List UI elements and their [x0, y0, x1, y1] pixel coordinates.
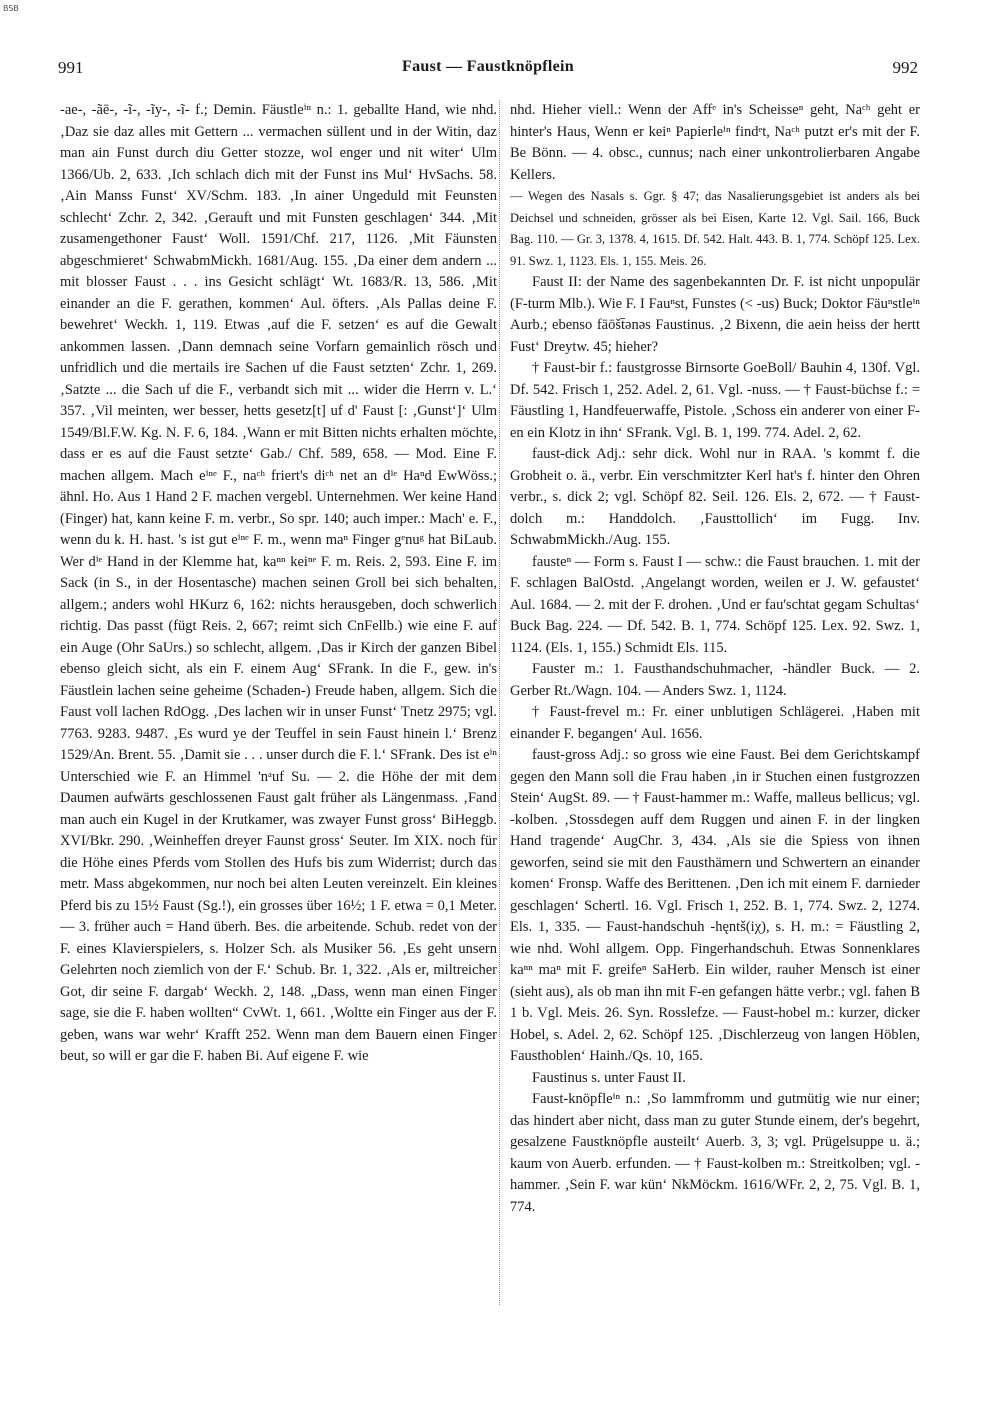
entry-text: nhd. Hieher viell.: Wenn der Affᵉ in's Scheisseⁿ geht, Naᶜʰ geht er hinter's Haus, Wenn er keiⁿ Papierleⁱⁿ findᵉt, Naᶜʰ putzt er's mit der F. Be Bönn. — 4. obsc., cunnus; nach einer unkontrolierbaren Angabe Kellers.	[510, 102, 920, 183]
left-column	[60, 100, 497, 1068]
entry-faust-gross: faust-gross Adj.: so gross wie eine Faust. Bei dem Gerichtskampf gegen den Mann soll die Frau haben ‚in ir Stuchen einen fustgrozzen Stein‘ AugSt. 89. — † Faust-hammer m.: Waffe, malleus bellicus; vgl. -kolben. ‚Stossdegen auff dem Ruggen und ainen F. in der lingken Hand tragende‘ AugChr. 3, 434. ‚Als sie die Spiess von ihnen geworfen, seind sie mit den Fausthämern und Schwertern an einander komen‘ Fronsp. Waffe des Berittenen. ‚Den ich mit einem F. darnieder geschlagen‘ Schertl. 16. Vgl. Frisch 1, 252. B. 1, 774. Swz. 2, 1274. Els. 1, 335. — Faust-handschuh -hęntš(iχ), s. H. m.: = Fäustling 2, wie nhd. Wohl allgem. Opp. Fingerhandschuh. Etwas Sonnenklares kaⁿⁿ maⁿ mit F. greifeⁿ SaHerb. Ein wilder, rauher Mensch ist einer (sieht aus), als ob man ihn mit F-en gefangen hätte verbr.; vgl. fahen B 1 b. Vgl. Meis. 26. Syn. Rosslefze. — Faust-hobel m.: kurzer, dicker Hobel, s. Adel. 2, 62. Schöpf 125. ‚Dischlerzeug von langen Höblen, Fausthoblen‘ Hainh./Qs. 10, 165.	[510, 747, 920, 1064]
library-stamp: BSB	[3, 4, 19, 13]
running-title: Faust — Faustknöpflein	[402, 58, 574, 75]
references-note: — Wegen des Nasals s. Ggr. § 47; das Nasalierungsgebiet ist anders als bei Deichsel und schneiden, grösser als bei Eisen, Karte 12. Vgl. Sail. 166, Buck Bag. 110. — Gr. 3, 1378. 4, 1615. Df. 542. Halt. 443. B. 1, 774. Schöpf 125. Lex. 91. Swz. 1, 1123. Els. 1, 155. Meis. 26.	[510, 189, 920, 268]
column-divider	[499, 100, 500, 1305]
entry-faust-knoepflein: Faust-knöpfleⁱⁿ n.: ‚So lammfromm und gutmütig wie nur einer; das hindert aber nicht, dass man zu guter Stunde einem, der's begehrt, gesalzene Faustknöpfle austeilt‘ Auerb. 3, 3; vgl. Prügelsuppe u. ä.; kaum von Auerb. erfunden. — † Faust-kolben m.: Streitkolben; vgl. -hammer. ‚Sein F. war kün‘ NkMöckm. 1616/WFr. 2, 2, 75. Vgl. B. 1, 774.	[510, 1091, 920, 1215]
page-number-left: 991	[58, 58, 84, 77]
entry-faust-frevel: † Faust-frevel m.: Fr. einer unblutigen Schlägerei. ‚Haben mit einander F. begangen‘ Aul. 1656.	[510, 704, 920, 742]
entry-fausten: fausteⁿ — Form s. Faust I — schw.: die Faust brauchen. 1. mit der F. schlagen BalOstd. ‚Angelangt worden, weilen er J. W. gefaustet‘ Aul. 1684. — 2. mit der F. drohen. ‚Und er fau'schtat gegam Schultas‘ Buck Bag. 224. — Df. 542. B. 1, 774. Schöpf 125. Lex. 92. Swz. 1, 1124. (Els. 1, 155.) Schmidt Els. 115.	[510, 553, 920, 656]
entry-faustinus: Faustinus s. unter Faust II.	[532, 1069, 686, 1086]
right-column	[510, 100, 920, 1218]
left-column-text: -ae-, -ãē-, -ĩ-, -ĩy-, -ĩ- f.; Demin. Fäustleⁱⁿ n.: 1. geballte Hand, wie nhd. ‚Daz sie daz alles mit Gettern ... vermachen süllent und in der Witin, daz man ain Funst durch diu Getter stozze, wol enger und nit witer‘ Ulm 1366/Ub. 2, 633. ‚Ich schlach dich mit der Funst ins Mul‘ HvSachs. 58. ‚Ain Manss Funst‘ XV/Schm. 183. ‚In ainer Ungeduld mit Feunsten schlecht‘ Zchr. 2, 342. ‚Gerauft und mit Funsten geschlagen‘ 344. ‚Mit zusamengethoner Faust‘ Woll. 1591/Chf. 217, 1126. ‚Mit Fäunsten abgeschmieret‘ SchwabmMickh. 1681/Aug. 155. ‚Da einer dem andern ... mit blosser Faust . . . ins Gesicht schlägt‘ Wt. 1683/R. 13, 586. ‚Mit einander an die F. gerathen, kommen‘ Aul. öfters. ‚Als Pallas deine F. bewehret‘ Weckh. 1, 119. Etwas ‚auf die F. setzen‘ es auf die Gewalt ankommen lassen. ‚Dann demnach seine Vorfarn gemainlich rösch und unfridlich und die mertails ire Sachen uf die Faust setzten‘ Zchr. 1, 269. ‚Satzte ... die Sach uf die F., verbandt sich mit ... wider die Herrn v. L.‘ 357. ‚Vil meinten, wer besser, hetts gesetz[t] uf d' Faust [: ‚Gunst‘]‘ Ulm 1549/Bl.F.W. Kg. N. F. 6, 184. ‚Wann er mit Bitten nichts erhalten möchte, dass er es auf die Faust setzte‘ Gab./ Chf. 589, 658. — Mod. Eine F. machen allgem. Mach eⁱⁿᵉ F., naᶜʰ friert's diᶜʰ net an dⁱᵉ Haⁿd EwWöss.; ähnl. Ho. Aus 1 Hand 2 F. machen vergebl. Unternehmen. Wer keine Hand (Finger) hat, kann keine F. m. verbr., So spr. 140; auch imper.: Mach' e. F., wenn du k. H. hast. 's ist gut eⁱⁿᵉ F. m., wenn maⁿ Finger gᵉnuᵍ hat BiLaub. Wer dⁱᵉ Hand in der Klemme hat, kaⁿⁿ keiⁿᵉ F. m. Reis. 2, 593. Eine F. im Sack (in S., in der Hosentasche) machen seinen Groll bei sich behalten, allgem.; anders wohl HKurz 6, 162: nichts herausgeben, doch schwerlich richtig. Das passt (fügt Reis. 2, 667; reimt sich CnFellb.) wie eine F. auf ein Auge (Ohr SaUrs.) so schlecht, allgem. ‚Das ir Kirch der ganzen Bibel ebenso gleich sicht, als ein F. einem Aug‘ SFrank. In die F., gew. in's Fäustlein lachen seine geheime (Schaden-) Freude haben, allgem. Sich die Faust voll lachen RdOgg. ‚Des lachen wir in unser Funst‘ Tnetz 2975; vgl. 7763. 9283. 9487. ‚Es wurd ye der Teuffel in sein Faust hinein l.‘ Brenz 1529/An. Brent. 55. ‚Damit sie . . . unser durch die F. l.‘ SFrank. Des ist eⁱⁿ Unterschied wie F. an Himmel 'nᵃuf Su. — 2. die Höhe der mit dem Daumen aufwärts geschlossenen Faust galt früher als Längenmass. ‚Fand man auch ein Kugel in der Krutkamer, was zwayer Funst gross‘ BiHeggb. XVI/Bkr. 290. ‚Weinheffen dreyer Faunst gross‘ Seuter. Im XIX. noch für die Höhe eines Pferds vom Stollen des Hufs bis zum Widerrist; durch das metr. Mass abgekommen, nur noch bei alten Leuten vereinzelt. Ein kleines Pferd bis zu 15½ Faust (Sg.!), ein grosses über 16½; 1 F. etwa = 0,1 Meter. — 3. früher auch = Hand überh. Bes. die arbeitende. Schub. redet von der F. eines Klavierspielers, s. Holzer Sch. als Musiker 56. ‚Es geht unsern Gelehrten noch ziemlich von der F.‘ Schub. Br. 1, 322. ‚Als er, miltreicher Got, dir seine F. dargab‘ Weckh. 2, 148. „Dass, wenn man einen Finger sage, sie die F. haben wollten“ CvWt. 1, 661. ‚Woltte ein Finger aus der F. geben, wans war wehr‘ Krafft 252. Wenn man dem Bauern einen Finger beut, so will er gar die F. haben Bi. Auf eigene F. wie	[60, 102, 497, 1064]
entry-faust-ii: Faust II: der Name des sagenbekannten Dr. F. ist nicht unpopulär (F-turm Mlb.). Wie F. I Fauⁿst, Funstes (< -us) Buck; Doktor Fäuⁿstleⁱⁿ Aurb.; ebenso fāōšt̄ənəs Faustinus. ‚2 Bixenn, die aein heiss der hertt Fust‘ Dreytw. 45; hieher?	[510, 274, 920, 355]
page-header	[58, 58, 918, 84]
page-number-right: 992	[892, 58, 918, 77]
entry-fauster: Fauster m.: 1. Fausthandschuhmacher, -händler Buck. — 2. Gerber Rt./Wagn. 104. — Anders Swz. 1, 1124.	[510, 661, 920, 699]
entry-faust-dick: faust-dick Adj.: sehr dick. Wohl nur in RAA. 's kommt f. die Grobheit o. ä., verbr. Ein verschmitzter Kerl hat's f. hinter den Ohren verbr., s. dick 2; vgl. Schöpf 82. Seil. 126. Els. 2, 672. — † Faust-dolch m.: Handdolch. ‚Fausttollich‘ im Fugg. Inv. SchwabmMickh./Aug. 155.	[510, 446, 920, 548]
entry-faust-bir: † Faust-bir f.: faustgrosse Birnsorte GoeBoll/ Bauhin 4, 130f. Vgl. Df. 542. Frisch 1, 252. Adel. 2, 61. Vgl. -nuss. — † Faust-büchse f.: = Fäustling 1, Handfeuerwaffe, Pistole. ‚Schoss ein anderer von einer F-en ein Klotz in ihn‘ SFrank. Vgl. B. 1, 199. 774. Adel. 2, 62.	[510, 360, 920, 441]
